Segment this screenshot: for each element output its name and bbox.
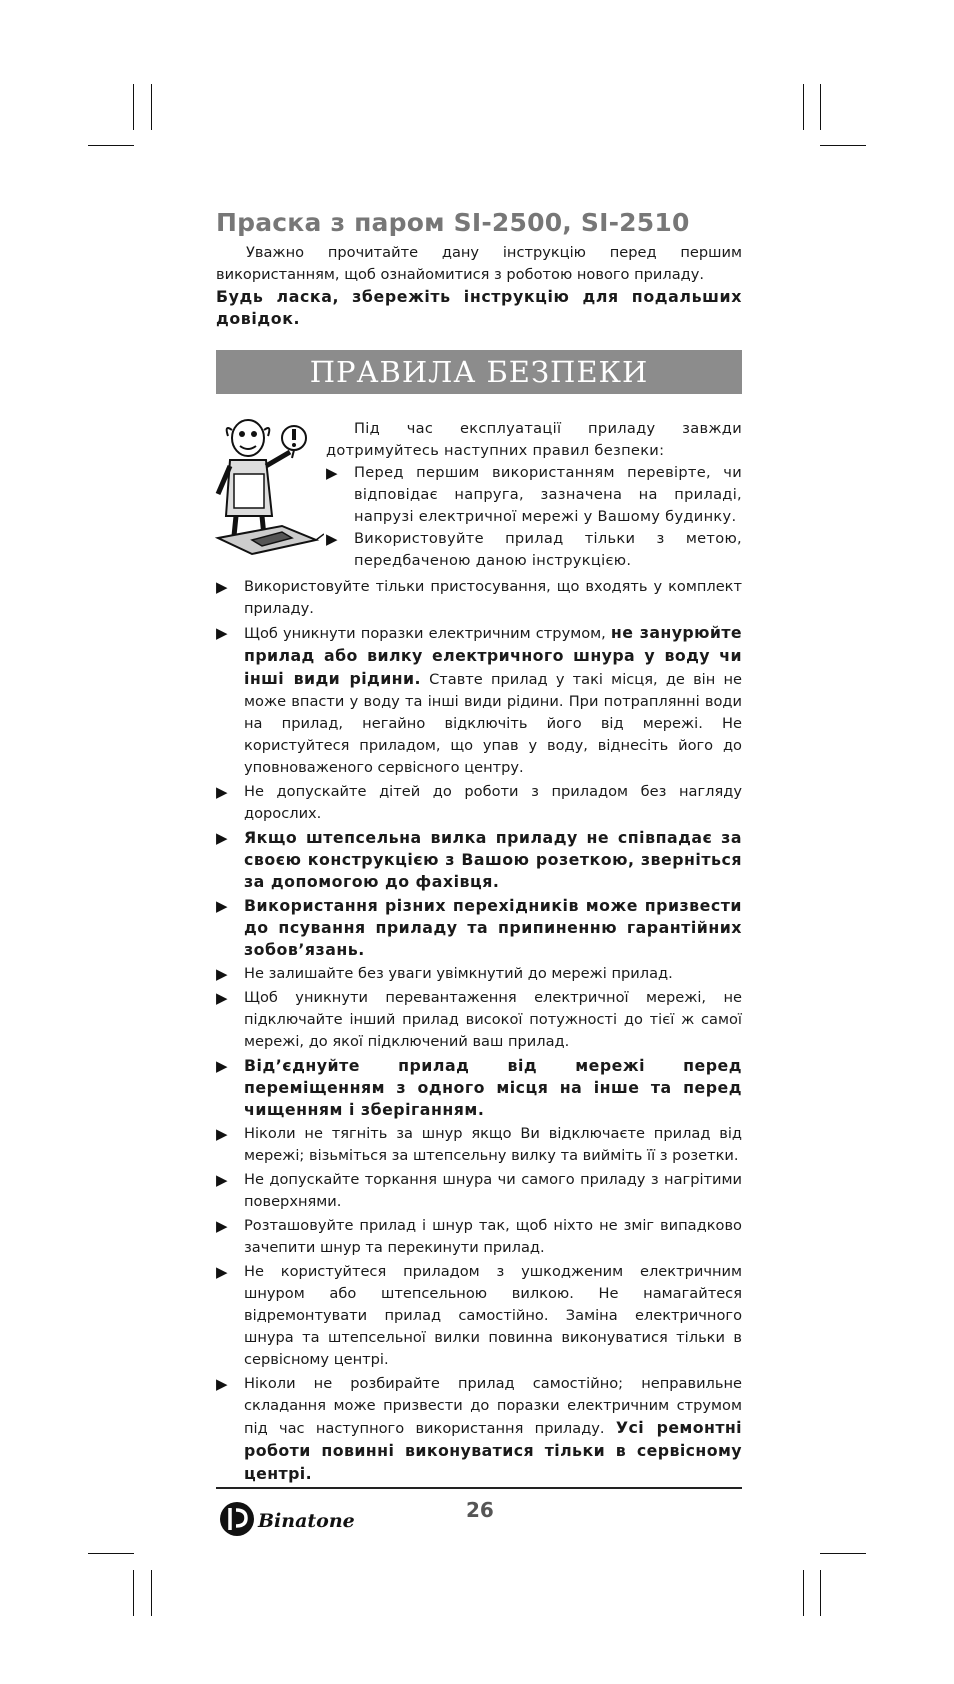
bullet-arrow-icon: ▶ <box>216 989 228 1007</box>
crop-mark <box>820 1570 821 1616</box>
bullet-arrow-icon: ▶ <box>216 1057 229 1075</box>
list-item-text: Ставте прилад у такі місця, де він не може впасти у воду та інші види рідини. При потраплянні води на прилад, негайно відключіть його від мережі. Не користуйтеся приладом, що упав у воду, віднесіть його до уповноваженого сервісного центру. <box>244 671 743 776</box>
list-item-text: Не допускайте дітей до роботи з приладом без нагляду дорослих. <box>244 783 742 822</box>
lead-text <box>326 418 742 572</box>
crop-mark <box>803 84 804 130</box>
list-item-bold-text: не занурюйте прилад або вилку електричного шнура у воду чи інші види рідини. <box>244 623 742 688</box>
bullet-arrow-icon: ▶ <box>216 897 229 915</box>
list-item-text: Не допускайте торкання шнура чи самого приладу з нагрітими поверхнями. <box>244 1171 742 1210</box>
list-item-text: Щоб уникнути поразки електричним струмом, <box>244 625 611 642</box>
bullet-arrow-icon: ▶ <box>216 624 228 642</box>
list-item-text: Використовуйте прилад тільки з метою, передбаченою даною інструкцією. <box>354 530 742 569</box>
bullet-arrow-icon: ▶ <box>216 1375 228 1393</box>
bullet-arrow-icon: ▶ <box>326 530 338 548</box>
safety-rules-list <box>216 576 742 1486</box>
list-item <box>326 528 742 572</box>
list-item-text: Ніколи не розбирайте прилад самостійно; неправильне складання може призвести до поразки електричним струмом під час наступного використання приладу. <box>244 1375 742 1437</box>
list-item <box>216 622 742 779</box>
crop-mark <box>820 145 866 146</box>
lead-paragraph: Під час експлуатації приладу завжди дотримуйтесь наступних правил безпеки: <box>326 420 742 459</box>
list-item <box>216 1123 742 1167</box>
list-item <box>216 781 742 825</box>
binatone-logo-icon <box>218 1500 256 1538</box>
list-item-text: Якщо штепсельна вилка приладу не співпадає за своєю конструкцією з Вашою розеткою, зверніться за допомогою до фахівця. <box>244 828 742 891</box>
brand-logo <box>218 1498 378 1538</box>
page-number: 26 <box>466 1498 494 1522</box>
bullet-arrow-icon: ▶ <box>216 829 229 847</box>
bullet-arrow-icon: ▶ <box>216 1217 228 1235</box>
list-item <box>216 963 742 985</box>
bullet-arrow-icon: ▶ <box>216 965 228 983</box>
list-item-text: Не користуйтеся приладом з ушкодженим електричним шнуром або штепсельною вилкою. Не намагайтеся відремонтувати прилад самостійно. Заміна електричного шнура та штепсельної вилки повинна виконуватися тільки в сервісному центрі. <box>244 1263 742 1368</box>
list-item <box>216 1373 742 1486</box>
list-item <box>216 576 742 620</box>
lead-list <box>326 462 742 572</box>
bullet-arrow-icon: ▶ <box>216 1263 228 1281</box>
footer-divider <box>216 1487 742 1489</box>
list-item <box>216 895 742 961</box>
list-item <box>216 1055 742 1121</box>
crop-mark <box>133 84 134 130</box>
list-item-text: Від’єднуйте прилад від мережі перед переміщенням з одного місця на інше та перед чищенням і зберіганням. <box>244 1056 742 1119</box>
list-item-text: Ніколи не тягніть за шнур якщо Ви відключаєте прилад від мережі; візьміться за штепсельну вилку та вийміть її з розетки. <box>244 1125 742 1164</box>
logo-wordmark: Binatone <box>258 1510 355 1532</box>
page-title: Праска з паром SI-2500, SI-2510 <box>216 208 690 237</box>
list-item-text: Використовуйте тільки пристосування, що входять у комплект приладу. <box>244 578 742 617</box>
list-item-text: Не залишайте без уваги увімкнутий до мережі прилад. <box>244 965 673 982</box>
list-item-text: Щоб уникнути перевантаження електричної мережі, не підключайте інший прилад високої потужності до тієї ж самої мережі, до якої підключений ваш прилад. <box>244 989 742 1050</box>
list-item-text: Перед першим використанням перевірте, чи відповідає напруга, зазначена на приладі, напрузі електричної мережі у Вашому будинку. <box>354 464 742 525</box>
section-heading: ПРАВИЛА БЕЗПЕКИ <box>216 350 742 394</box>
cartoon-man-illustration <box>212 416 324 566</box>
crop-mark <box>803 1570 804 1616</box>
intro-paragraph <box>216 242 742 330</box>
list-item <box>216 1215 742 1259</box>
list-item-text: Використання різних перехідників може призвести до псування приладу та припиненню гарантійних зобов’язань. <box>244 896 742 959</box>
list-item <box>216 1169 742 1213</box>
crop-mark <box>820 84 821 130</box>
page-content <box>216 208 742 1488</box>
list-item-bold-text: Усі ремонтні роботи повинні виконуватися тільки в сервісному центрі. <box>244 1418 742 1483</box>
intro-text: Уважно прочитайте дану інструкцію перед першим використанням, щоб ознайомитися з роботою нового приладу. <box>216 244 742 283</box>
bullet-arrow-icon: ▶ <box>216 1171 228 1189</box>
list-item <box>216 827 742 893</box>
crop-mark <box>151 84 152 130</box>
list-item <box>216 1261 742 1371</box>
bullet-arrow-icon: ▶ <box>216 783 228 801</box>
bullet-arrow-icon: ▶ <box>326 464 338 482</box>
crop-mark <box>820 1553 866 1554</box>
crop-mark <box>88 1553 134 1554</box>
intro-bold-text: Будь ласка, збережіть інструкцію для подальших довідок. <box>216 287 742 328</box>
crop-mark <box>151 1570 152 1616</box>
list-item-text: Розташовуйте прилад і шнур так, щоб ніхто не зміг випадково зачепити шнур та перекинути прилад. <box>244 1217 742 1256</box>
crop-mark <box>88 145 134 146</box>
bullet-arrow-icon: ▶ <box>216 1125 228 1143</box>
list-item <box>326 462 742 528</box>
bullet-arrow-icon: ▶ <box>216 578 228 596</box>
lead-block <box>216 416 742 576</box>
crop-mark <box>133 1570 134 1616</box>
list-item <box>216 987 742 1053</box>
